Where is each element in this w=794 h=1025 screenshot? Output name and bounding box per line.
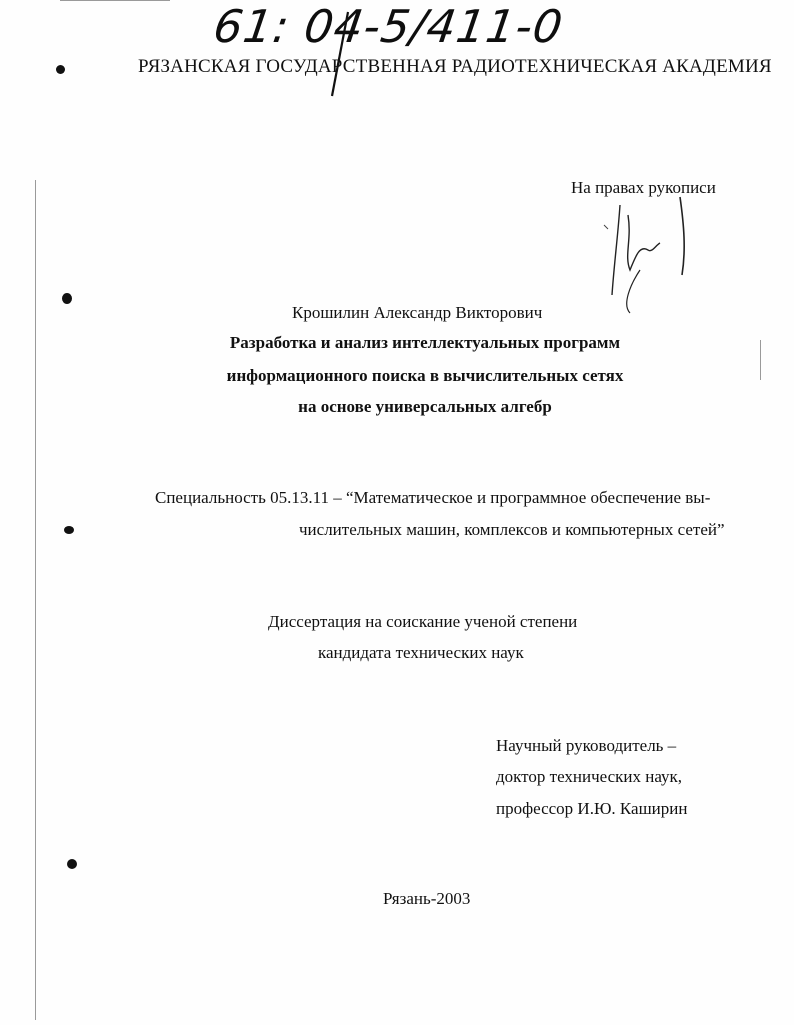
author-signature [600, 195, 710, 315]
author-name: Крошилин Александр Викторович [292, 303, 543, 322]
handwritten-slash-stroke [326, 10, 356, 100]
supervisor-line-3: профессор И.Ю. Каширин [496, 799, 688, 818]
scan-edge-left [35, 180, 36, 1020]
degree-line-1: Диссертация на соискание ученой степени [268, 612, 578, 631]
title-line-1: Разработка и анализ интеллектуальных программ [229, 333, 621, 352]
degree-line-2: кандидата технических наук [318, 643, 524, 662]
city-year: Рязань-2003 [383, 889, 471, 908]
binder-hole-4 [67, 859, 77, 869]
binder-hole-1 [56, 65, 65, 74]
supervisor-line-1: Научный руководитель – [496, 736, 677, 755]
binder-hole-2 [62, 293, 72, 304]
scan-edge-right [760, 340, 761, 380]
binder-hole-3 [64, 526, 74, 534]
title-line-3: на основе универсальных алгебр [298, 397, 552, 416]
specialty-line-2: числительных машин, комплексов и компьютерных сетей” [299, 520, 725, 539]
organization-name: РЯЗАНСКАЯ ГОСУДАРСТВЕННАЯ РАДИОТЕХНИЧЕСКАЯ АКАДЕМИЯ [138, 56, 772, 77]
title-line-2: информационного поиска в вычислительных сетях [226, 366, 624, 385]
manuscript-rights: На правах рукописи [571, 178, 716, 197]
supervisor-line-2: доктор технических наук, [496, 767, 683, 786]
scan-edge-top [60, 0, 170, 1]
archive-code: 61: 04-5/411-0 [210, 0, 567, 53]
specialty-line-1: Специальность 05.13.11 – “Математическое и программное обеспечение вы- [155, 488, 711, 507]
